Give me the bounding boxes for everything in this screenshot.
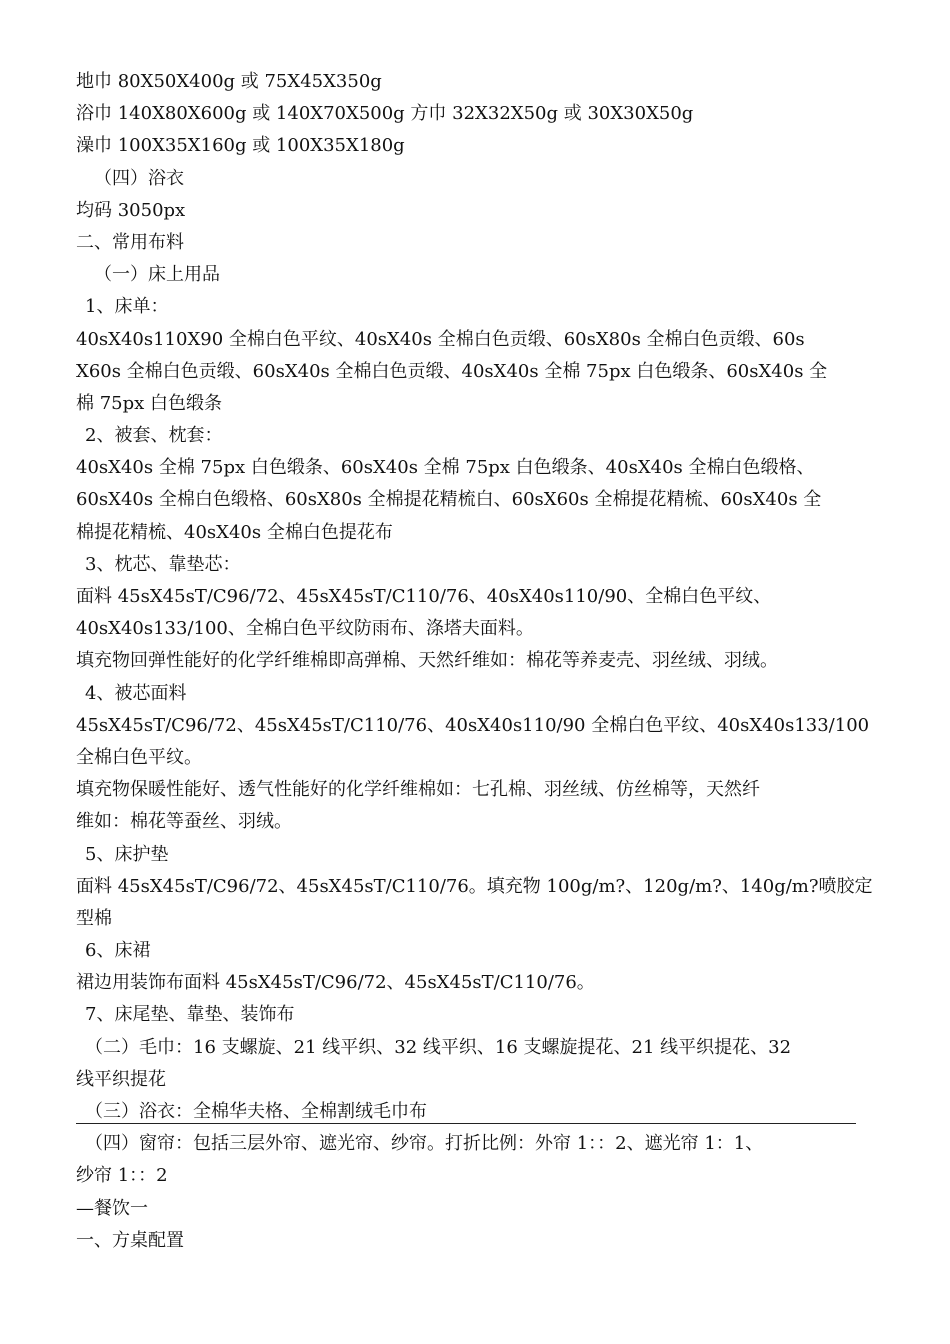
text-line: X60s 全棉白色贡缎、60sX40s 全棉白色贡缎、40sX40s 全棉 75px 白色缎条、60sX40s 全: [76, 360, 828, 382]
text-line: 地巾 80X50X400g 或 75X45X350g: [76, 71, 382, 92]
item-heading: 2、被套、枕套：: [85, 425, 223, 447]
text-line: 棉 75px 白色缎条: [76, 392, 223, 414]
section-heading: （一）床上用品: [94, 264, 220, 286]
text-line: 维如：棉花等蚕丝、羽绒。: [76, 811, 292, 833]
text-line: 40sX40s110X90 全棉白色平纹、40sX40s 全棉白色贡缎、60sX80s 全棉白色贡缎、60s: [76, 328, 805, 350]
item-heading: 7、床尾垫、靠垫、装饰布: [85, 1004, 295, 1026]
section-heading: （二）毛巾：16 支螺旋、21 线平织、32 线平织、16 支螺旋提花、21 线平织提花、32: [85, 1036, 792, 1058]
text-line: 40sX40s 全棉 75px 白色缎条、60sX40s 全棉 75px 白色缎条、40sX40s 全棉白色缎格、: [76, 457, 815, 479]
text-line: 裙边用装饰布面料 45sX45sT/C96/72、45sX45sT/C110/76。: [76, 972, 595, 994]
text-line: 面料 45sX45sT/C96/72、45sX45sT/C110/76、40sX40s110/90、全棉白色平纹、: [76, 586, 772, 607]
item-heading: 3、枕芯、靠垫芯：: [85, 553, 241, 575]
text-line: 澡巾 100X35X160g 或 100X35X180g: [76, 135, 405, 157]
text-line: 全棉白色平纹。: [76, 746, 202, 768]
text-line: 型棉: [76, 907, 112, 929]
text-line: 面料 45sX45sT/C96/72、45sX45sT/C110/76。填充物 100g/m?、120g/m?、140g/m?喷胶定: [76, 875, 873, 897]
text-line: 均码 3050px: [76, 199, 186, 221]
item-heading: 6、床裙: [85, 940, 151, 962]
item-heading: 1、床单：: [85, 296, 169, 318]
item-heading: 5、床护垫: [85, 843, 169, 865]
document-body: [76, 66, 876, 1257]
section-heading: （四）窗帘：包括三层外帘、遮光帘、纱帘。打折比例：外帘 1：：2、遮光帘 1：1、: [85, 1133, 764, 1155]
item-heading: 4、被芯面料: [85, 682, 187, 704]
text-line: 40sX40s133/100、全棉白色平纹防雨布、涤塔夫面料。: [76, 618, 534, 640]
horizontal-divider: [76, 1123, 856, 1124]
section-heading: 二、常用布料: [76, 231, 184, 253]
text-line: 线平织提花: [76, 1068, 166, 1090]
section-heading: （四）浴衣: [94, 167, 184, 189]
section-heading: 一、方桌配置: [76, 1229, 184, 1251]
text-line: 浴巾 140X80X600g 或 140X70X500g 方巾 32X32X50g 或 30X30X50g: [76, 103, 694, 125]
text-line: 纱帘 1：：2: [76, 1165, 168, 1187]
section-heading: —餐饮一: [76, 1197, 148, 1219]
text-line: 填充物保暖性能好、透气性能好的化学纤维棉如：七孔棉、羽丝绒、仿丝棉等，天然纤: [76, 779, 760, 801]
text-line: 棉提花精梳、40sX40s 全棉白色提花布: [76, 521, 393, 543]
text-line: 填充物回弹性能好的化学纤维棉即高弹棉、天然纤维如：棉花等养麦壳、羽丝绒、羽绒。: [76, 650, 778, 672]
section-heading: （三）浴衣：全棉华夫格、全棉割绒毛巾布: [85, 1101, 427, 1122]
text-line: 60sX40s 全棉白色缎格、60sX80s 全棉提花精梳白、60sX60s 全棉提花精梳、60sX40s 全: [76, 489, 822, 511]
text-line: 45sX45sT/C96/72、45sX45sT/C110/76、40sX40s110/90 全棉白色平纹、40sX40s133/100: [76, 714, 870, 736]
